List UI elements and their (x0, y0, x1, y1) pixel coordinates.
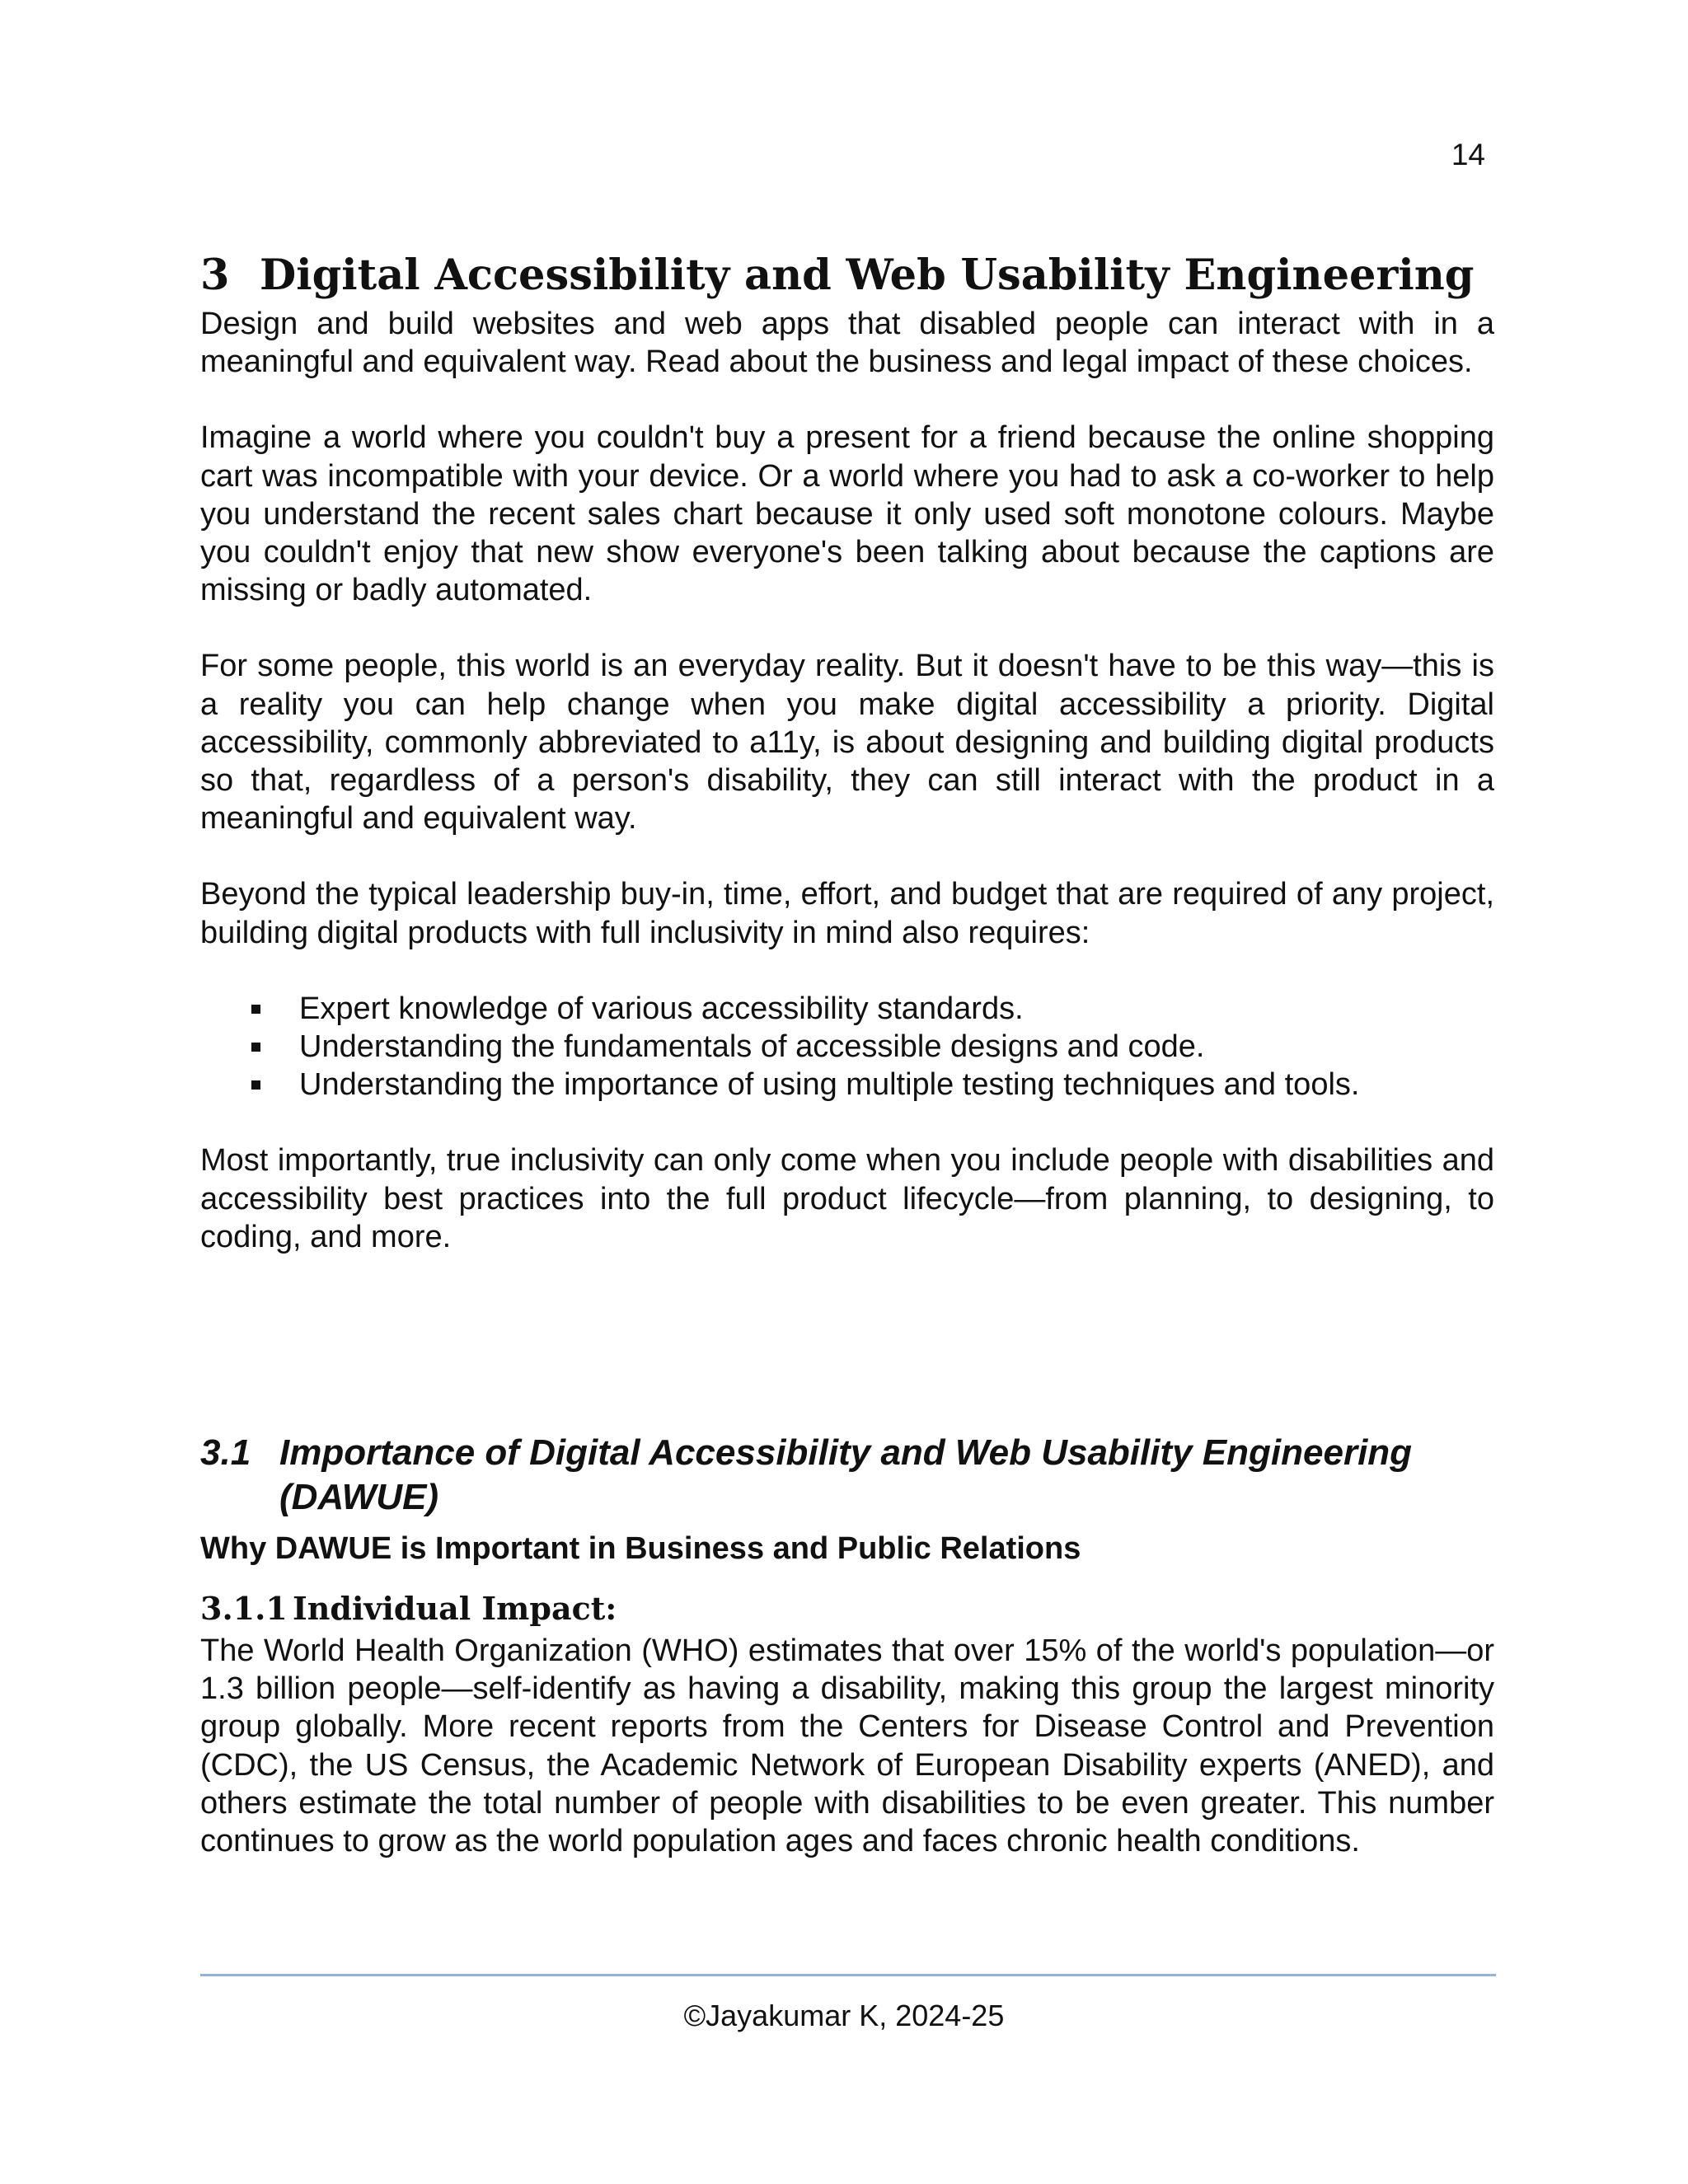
list-item: Understanding the importance of using multiple testing techniques and tools. (251, 1066, 1494, 1104)
section-title: Importance of Digital Accessibility and Web Usability Engineering (DAWUE) (279, 1432, 1413, 1518)
section-heading (200, 1431, 1494, 1520)
footer-divider (200, 1974, 1496, 1976)
section-number: 3.1 (200, 1432, 251, 1474)
requirements-list (200, 990, 1494, 1104)
chapter-title: Digital Accessibility and Web Usability Engineering (260, 251, 1475, 300)
list-item: Expert knowledge of various accessibility standards. (251, 990, 1494, 1028)
footer-copyright: ©Jayakumar K, 2024-25 (683, 1999, 1005, 2032)
section-subheading: Why DAWUE is Important in Business and Public Relations (200, 1531, 1081, 1567)
requirements-paragraph: Beyond the typical leadership buy-in, time, effort, and budget that are required of any project, building digital products with full inclusivity in mind also requires: (200, 877, 1494, 950)
list-item: Understanding the fundamentals of accessible designs and code. (251, 1028, 1494, 1066)
reality-paragraph: For some people, this world is an everyday reality. But it doesn't have to be this way—this is a reality you can help change when you make digital accessibility a priority. Digital accessibility, commonly abbreviated to a11y, is about designing and building digital products so that, regardless of a person's disability, they can still interact with the product in a meaningful and equivalent way. (200, 649, 1494, 837)
impact-paragraph: The World Health Organization (WHO) estimates that over 15% of the world's population—or 1.3 billion people—self-identify as having a disability, making this group the largest minority group globally. More recent reports from the Centers for Disease Control and Prevention (CDC), the US Census, the Academic Network of European Disability experts (ANED), and others estimate the total number of people with disabilities to be even greater. This number continues to grow as the world population ages and faces chronic health conditions. (200, 1633, 1494, 1859)
closing-paragraph: Most importantly, true inclusivity can only come when you include people with disabilities and accessibility best practices into the full product lifecycle—from planning, to designing, to coding, and more. (200, 1143, 1494, 1254)
chapter-number: 3 (200, 251, 230, 300)
imagine-paragraph: Imagine a world where you couldn't buy a present for a friend because the online shopping cart was incompatible with your device. Or a world where you had to ask a co-worker to help you understand the recent sales chart because it only used soft monotone colours. Maybe you couldn't enjoy that new show everyone's been talking about because the captions are missing or badly automated. (200, 420, 1494, 608)
page-content (200, 246, 1494, 1860)
square-bullet-icon (251, 1080, 260, 1090)
subsection-title: Individual Impact: (293, 1590, 617, 1628)
subsection-number: 3.1.1 (200, 1590, 288, 1628)
page-number: 14 (1451, 138, 1485, 171)
subsection-heading (200, 1586, 1494, 1632)
chapter-heading (200, 246, 1494, 305)
intro-paragraph: Design and build websites and web apps that disabled people can interact with in a meaningful and equivalent way. Read about the business and legal impact of these choices. (200, 307, 1494, 380)
square-bullet-icon (251, 1005, 260, 1014)
square-bullet-icon (251, 1043, 260, 1052)
